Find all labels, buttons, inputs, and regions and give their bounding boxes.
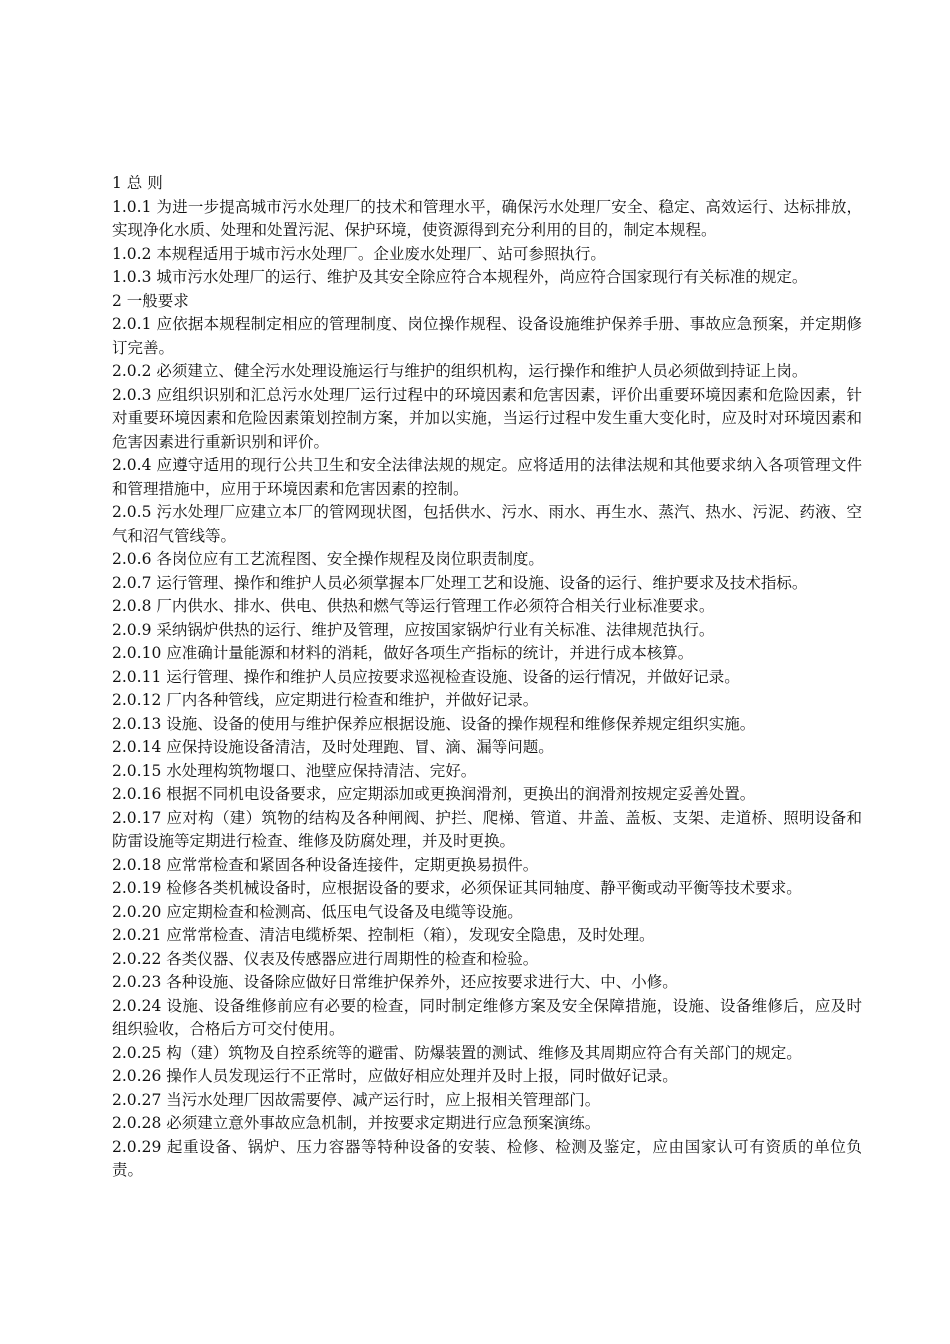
clause-2-0-22: 2.0.22 各类仪器、仪表及传感器应进行周期性的检查和检验。 [112,949,539,968]
clause-2-0-20: 2.0.20 应定期检查和检测高、低压电气设备及电缆等设施。 [112,902,523,921]
clause-2-0-8: 2.0.8 厂内供水、排水、供电、供热和燃气等运行管理工作必须符合相关行业标准要求。 [112,597,715,615]
clause-2-0-26: 2.0.26 操作人员发现运行不正常时，应做好相应处理并及时上报，同时做好记录。 [112,1067,678,1085]
clause-2-0-24: 2.0.24 设施、设备维修前应有必要的检查，同时制定维修方案及安全保障措施，设施、设备维修后，应及时组织验收，合格后方可交付使用。 [112,996,862,1038]
section-heading-2: 2 一般要求 [112,291,189,310]
clause-2-0-6: 2.0.6 各岗位应有工艺流程图、安全操作规程及岗位职责制度。 [112,550,544,568]
clause-2-0-4: 2.0.4 应遵守适用的现行公共卫生和安全法律法规的规定。应将适用的法律法规和其他要求纳入各项管理文件和管理措施中，应用于环境因素和危害因素的控制。 [112,456,862,498]
clause-1-0-3: 1.0.3 城市污水处理厂的运行、维护及其安全除应符合本规程外，尚应符合国家现行有关标准的规定。 [112,268,808,286]
clause-2-0-19: 2.0.19 检修各类机械设备时，应根据设备的要求，必须保证其同轴度、静平衡或动平衡等技术要求。 [112,879,802,897]
clause-2-0-9: 2.0.9 采纳锅炉供热的运行、维护及管理，应按国家锅炉行业有关标准、法律规范执行。 [112,620,715,639]
clause-2-0-25: 2.0.25 构（建）筑物及自控系统等的避雷、防爆装置的测试、维修及其周期应符合有关部门的规定。 [112,1043,802,1062]
clause-1-0-1: 1.0.1 为进一步提高城市污水处理厂的技术和管理水平，确保污水处理厂安全、稳定、高效运行、达标排放，实现净化水质、处理和处置污泥、保护环境，使资源得到充分利用的目的，制定本规程。 [112,197,862,239]
clause-2-0-21: 2.0.21 应常常检查、清洁电缆桥架、控制柜（箱），发现安全隐患，及时处理。 [112,926,655,944]
clause-2-0-2: 2.0.2 必须建立、健全污水处理设施运行与维护的组织机构，运行操作和维护人员必须做到持证上岗。 [112,362,808,380]
clause-2-0-23: 2.0.23 各种设施、设备除应做好日常维护保养外，还应按要求进行大、中、小修。 [112,973,678,991]
clause-2-0-1: 2.0.1 应依据本规程制定相应的管理制度、岗位操作规程、设备设施维护保养手册、事故应急预案，并定期修订完善。 [112,315,862,357]
clause-2-0-7: 2.0.7 运行管理、操作和维护人员必须掌握本厂处理工艺和设施、设备的运行、维护要求及技术指标。 [112,573,808,592]
clause-1-0-2: 1.0.2 本规程适用于城市污水处理厂。企业废水处理厂、站可参照执行。 [112,244,606,263]
clause-2-0-29: 2.0.29 起重设备、锅炉、压力容器等特种设备的安装、检修、检测及鉴定，应由国家认可有资质的单位负责。 [112,1137,862,1179]
document-body [112,172,862,1183]
clause-2-0-13: 2.0.13 设施、设备的使用与维护保养应根据设施、设备的操作规程和维修保养规定组织实施。 [112,714,756,733]
clause-2-0-27: 2.0.27 当污水处理厂因故需要停、减产运行时，应上报相关管理部门。 [112,1090,601,1109]
clause-2-0-5: 2.0.5 污水处理厂应建立本厂的管网现状图，包括供水、污水、雨水、再生水、蒸汽、热水、污泥、药液、空气和沼气管线等。 [112,503,862,545]
clause-2-0-11: 2.0.11 运行管理、操作和维护人员应按要求巡视检查设施、设备的运行情况，并做好记录。 [112,667,740,686]
clause-2-0-16: 2.0.16 根据不同机电设备要求，应定期添加或更换润滑剂，更换出的润滑剂按规定妥善处置。 [112,785,756,803]
clause-2-0-15: 2.0.15 水处理构筑物堰口、池壁应保持清洁、完好。 [112,761,477,780]
clause-2-0-28: 2.0.28 必须建立意外事故应急机制，并按要求定期进行应急预案演练。 [112,1114,601,1132]
clause-2-0-10: 2.0.10 应准确计量能源和材料的消耗，做好各项生产指标的统计，并进行成本核算。 [112,644,694,662]
clause-2-0-17: 2.0.17 应对构（建）筑物的结构及各种闸阀、护拦、爬梯、管道、井盖、盖板、支架、走道桥、照明设备和防雷设施等定期进行检查、维修及防腐处理，并及时更换。 [112,808,862,850]
clause-2-0-18: 2.0.18 应常常检查和紧固各种设备连接件，定期更换易损件。 [112,855,539,874]
clause-2-0-14: 2.0.14 应保持设施设备清洁，及时处理跑、冒、滴、漏等问题。 [112,738,554,756]
clause-2-0-3: 2.0.3 应组织识别和汇总污水处理厂运行过程中的环境因素和危害因素，评价出重要环境因素和危险因素，针对重要环境因素和危险因素策划控制方案，并加以实施，当运行过程中发生重大变化时，应及时对环境因素和危害因素进行重新识别和评价。 [112,385,862,451]
clause-2-0-12: 2.0.12 厂内各种管线，应定期进行检查和维护，并做好记录。 [112,691,539,709]
section-heading-1: 1 总 则 [112,174,163,192]
